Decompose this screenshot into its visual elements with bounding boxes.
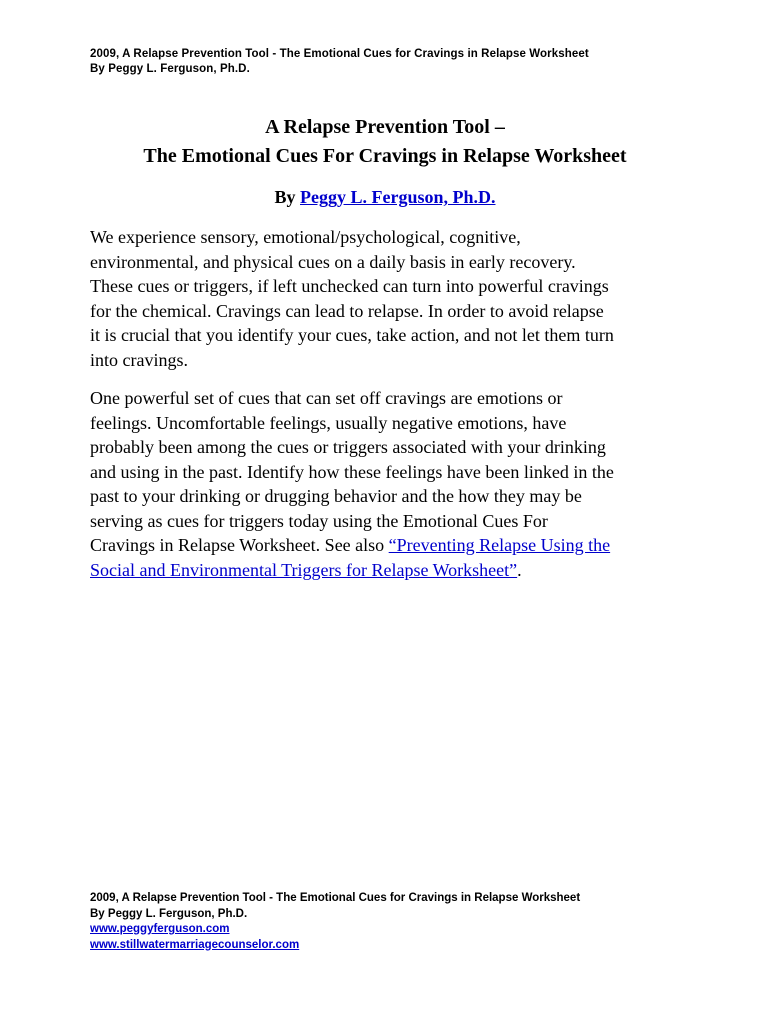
paragraph-line: past to your drinking or drugging behavior and the how they may be [90, 486, 582, 506]
title-line-1: A Relapse Prevention Tool – [265, 116, 505, 138]
byline [90, 183, 680, 211]
paragraph-line: serving as cues for triggers today using the Emotional Cues For [90, 510, 548, 531]
author-link[interactable]: Peggy L. Ferguson, Ph.D. [300, 187, 496, 207]
sentence-end-period: . [517, 559, 522, 580]
paragraph-line: These cues or triggers, if left unchecked can turn into powerful cravings [90, 276, 609, 296]
paragraph-line: environmental, and physical cues on a daily basis in early recovery. [90, 251, 576, 272]
related-worksheet-link-part-1[interactable]: “Preventing Relapse Using the [388, 535, 611, 555]
paragraph-line: for the chemical. Cravings can lead to relapse. In order to avoid relapse [90, 300, 604, 321]
paragraph-line: into cravings. [90, 349, 188, 370]
related-worksheet-link-part-2[interactable]: Social and Environmental Triggers for Relapse Worksheet” [90, 559, 518, 580]
paragraph-line-with-link [90, 558, 690, 583]
paragraph-line: We experience sensory, emotional/psychological, cognitive, [90, 227, 521, 247]
paragraph-intro [90, 225, 690, 372]
page-footer [90, 891, 710, 953]
header-title-line: 2009, A Relapse Prevention Tool - The Emotional Cues for Cravings in Relapse Worksheet [90, 48, 589, 60]
paragraph-line: probably been among the cues or triggers associated with your drinking [90, 437, 606, 457]
see-also-text: Cravings in Relapse Worksheet. See also [90, 535, 389, 555]
paragraph-line: and using in the past. Identify how these feelings have been linked in the [90, 461, 614, 482]
footer-website-link[interactable]: www.peggyferguson.com [90, 923, 230, 935]
document-title [90, 113, 680, 171]
paragraph-line: feelings. Uncomfortable feelings, usually negative emotions, have [90, 412, 567, 433]
header-author-line: By Peggy L. Ferguson, Ph.D. [90, 63, 250, 75]
footer-author-line: By Peggy L. Ferguson, Ph.D. [90, 907, 248, 920]
page-header [90, 47, 710, 77]
byline-prefix: By [274, 187, 300, 207]
footer-counselor-website-link[interactable]: www.stillwatermarriagecounselor.com [90, 938, 300, 951]
title-line-2: The Emotional Cues For Cravings in Relapse Worksheet [143, 145, 627, 167]
paragraph-line: One powerful set of cues that can set off cravings are emotions or [90, 388, 563, 408]
paragraph-line-with-link [90, 533, 690, 558]
paragraph-emotions [90, 386, 690, 582]
paragraph-line: it is crucial that you identify your cues, take action, and not let them turn [90, 325, 614, 345]
footer-title-line: 2009, A Relapse Prevention Tool - The Emotional Cues for Cravings in Relapse Worksheet [90, 892, 581, 904]
